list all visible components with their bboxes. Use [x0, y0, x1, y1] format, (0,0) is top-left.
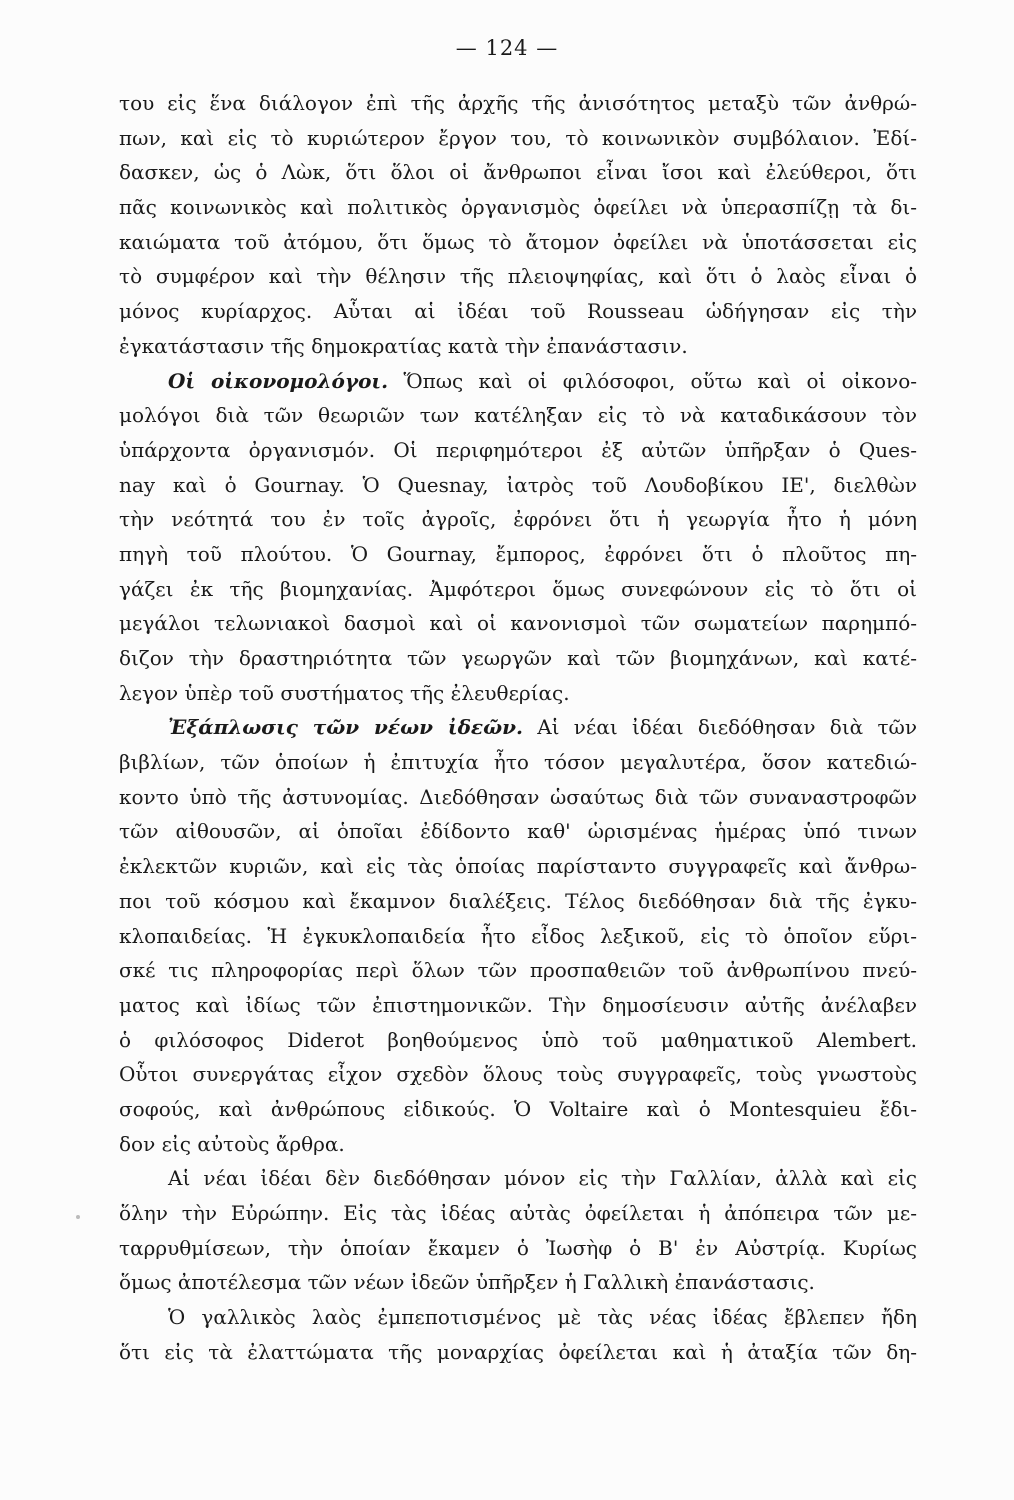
text-line: πων, καὶ εἰς τὸ κυριώτερον ἔργον του, τὸ κοινωνικὸν συμβόλαιον. Ἐδί- — [119, 125, 917, 150]
text-line: ὑπάρχοντα ὀργανισμόν. Οἱ περιφημότεροι ἐξ αὐτῶν ὑπῆρξαν ὁ Ques- — [119, 437, 917, 462]
text-line — [119, 364, 917, 399]
text-line: καιώματα τοῦ ἀτόμου, ὅτι ὅμως τὸ ἄτομον ὀφείλει νὰ ὑποτάσσεται εἰς — [119, 229, 917, 254]
text-line: κλοπαιδείας. Ἡ ἐγκυκλοπαιδεία ἦτο εἶδος λεξικοῦ, εἰς τὸ ὁποῖον εὕρι- — [119, 923, 917, 948]
text-line: Οὗτοι συνεργάτας εἶχον σχεδὸν ὅλους τοὺς συγγραφεῖς, τοὺς γνωστοὺς — [119, 1062, 917, 1087]
text-line: μολόγοι διὰ τῶν θεωριῶν των κατέληξαν εἰς τὸ νὰ καταδικάσουν τὸν — [119, 403, 917, 428]
text-line: ἐκλεκτῶν κυριῶν, καὶ εἰς τὰς ὁποίας παρίσταντο συγγραφεῖς καὶ ἄνθρω- — [119, 854, 917, 879]
text-line: ματος καὶ ἰδίως τῶν ἐπιστημονικῶν. Τὴν δημοσίευσιν αὐτῆς ἀνέλαβεν — [119, 992, 917, 1017]
text-line: δον εἰς αὐτοὺς ἄρθρα. — [119, 1131, 345, 1156]
text-line: τὴν νεότητά του ἐν τοῖς ἀγροῖς, ἐφρόνει ὅτι ἡ γεωργία ἦτο ἡ μόνη — [119, 507, 917, 532]
text-line: κοντο ὑπὸ τῆς ἀστυνομίας. Διεδόθησαν ὡσαύτως διὰ τῶν συναναστροφῶν — [119, 784, 917, 809]
text-line: τὸ συμφέρον καὶ τὴν θέλησιν τῆς πλειοψηφίας, καὶ ὅτι ὁ λαὸς εἶναι ὁ — [119, 264, 917, 289]
text-line: Ὁ γαλλικὸς λαὸς ἐμπεποτισμένος μὲ τὰς νέας ἰδέας ἔβλεπεν ἤδη — [168, 1305, 917, 1330]
text-line: ποι τοῦ κόσμου καὶ ἔκαμνον διαλέξεις. Τέλος διεδόθησαν διὰ τῆς ἐγκυ- — [119, 888, 917, 913]
text-line: σοφούς, καὶ ἀνθρώπους εἰδικούς. Ὁ Voltaire καὶ ὁ Montesquieu ἔδι- — [119, 1096, 917, 1121]
text-line: δασκεν, ὡς ὁ Λὼκ, ὅτι ὅλοι οἱ ἄνθρωποι εἶναι ἴσοι καὶ ἐλεύθεροι, ὅτι — [119, 160, 917, 185]
text-line: ὅτι εἰς τὰ ἐλαττώματα τῆς μοναρχίας ὀφείλεται καὶ ἡ ἀταξία τῶν δη- — [119, 1339, 917, 1364]
text-line — [119, 710, 917, 745]
text-line: τῶν αἰθουσῶν, αἱ ὁποῖαι ἐδίδοντο καθ' ὡρισμένας ἡμέρας ὑπό τινων — [119, 819, 917, 844]
text-line: Αἱ νέαι ἰδέαι δὲν διεδόθησαν μόνον εἰς τὴν Γαλλίαν, ἀλλὰ καὶ εἰς — [168, 1166, 917, 1191]
page-number: — 124 — — [455, 36, 559, 60]
text-line: γάζει ἐκ τῆς βιομηχανίας. Ἀμφότεροι ὅμως συνεφώνουν εἰς τὸ ὅτι οἱ — [119, 576, 917, 601]
text-line: μεγάλοι τελωνιακοὶ δασμοὶ καὶ οἱ κανονισμοὶ τῶν σωματείων παρημπό- — [119, 611, 917, 636]
scan-speck — [76, 1215, 80, 1219]
heading-line-text: Αἱ νέαι ἰδέαι διεδόθησαν διὰ τῶν — [522, 715, 917, 740]
body-text — [119, 86, 917, 1369]
section-heading-spread: Ἐξάπλωσις τῶν νέων ἰδεῶν. — [168, 715, 523, 740]
paragraph-europe — [119, 1161, 917, 1369]
text-line: nay καὶ ὁ Gournay. Ὁ Quesnay, ἰατρὸς τοῦ Λουδοβίκου ΙΕ', διελθὼν — [119, 472, 917, 497]
text-line: ἐγκατάστασιν τῆς δημοκρατίας κατὰ τὴν ἐπανάστασιν. — [119, 333, 688, 358]
text-line: λεγον ὑπὲρ τοῦ συστήματος τῆς ἐλευθερίας. — [119, 680, 570, 705]
paragraph-economists — [119, 364, 917, 711]
text-line: ὅλην τὴν Εὐρώπην. Εἰς τὰς ἰδέας αὐτὰς ὀφείλεται ἡ ἀπόπειρα τῶν με- — [119, 1201, 917, 1225]
text-line: ὁ φιλόσοφος Diderot βοηθούμενος ὑπὸ τοῦ μαθηματικοῦ Alembert. — [119, 1027, 917, 1052]
text-line: μόνος κυρίαρχος. Αὗται αἱ ἰδέαι τοῦ Rousseau ὡδήγησαν εἰς τὴν — [119, 299, 917, 324]
text-line: σκέ τις πληροφορίας περὶ ὅλων τῶν προσπαθειῶν τοῦ ἀνθρωπίνου πνεύ- — [119, 958, 917, 983]
text-line: ταρρυθμίσεων, τὴν ὁποίαν ἔκαμεν ὁ Ἰωσὴφ ὁ Β' ἐν Αὐστρίᾳ. Κυρίως — [119, 1235, 917, 1260]
text-line: διζον τὴν δραστηριότητα τῶν γεωργῶν καὶ τῶν βιομηχάνων, καὶ κατέ- — [119, 646, 917, 670]
text-line: πᾶς κοινωνικὸς καὶ πολιτικὸς ὀργανισμὸς ὀφείλει νὰ ὑπερασπίζῃ τὰ δι- — [119, 195, 917, 220]
section-heading-economists: Οἱ οἰκονομολόγοι. — [168, 368, 389, 393]
text-line: του εἰς ἕνα διάλογον ἐπὶ τῆς ἀρχῆς τῆς ἀνισότητος μεταξὺ τῶν ἀνθρώ- — [119, 91, 917, 115]
text-line: ὅμως ἀποτέλεσμα τῶν νέων ἰδεῶν ὑπῆρξεν ἡ Γαλλικὴ ἐπανάστασις. — [119, 1270, 815, 1295]
heading-line-text: Ὅπως καὶ οἱ φιλόσοφοι, οὕτω καὶ οἱ οἰκονο- — [388, 368, 917, 393]
paragraph-rousseau — [119, 86, 917, 364]
text-line: πηγὴ τοῦ πλούτου. Ὁ Gournay, ἔμπορος, ἐφρόνει ὅτι ὁ πλοῦτος πη- — [119, 541, 917, 566]
paragraph-spread-of-ideas — [119, 710, 917, 1161]
text-line: βιβλίων, τῶν ὁποίων ἡ ἐπιτυχία ἦτο τόσον μεγαλυτέρα, ὅσον κατεδιώ- — [119, 750, 917, 775]
